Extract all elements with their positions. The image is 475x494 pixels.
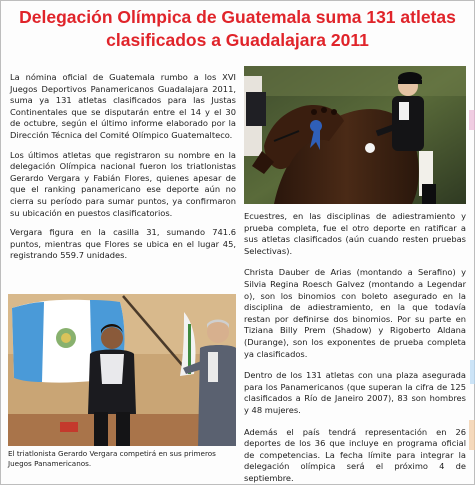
left-column bbox=[10, 72, 236, 270]
dressage-photo bbox=[244, 66, 466, 204]
flag-ceremony-photo bbox=[8, 294, 236, 446]
right-column bbox=[244, 211, 466, 494]
paragraph: Christa Dauber de Arias (montando a Serafino) y Silvia Regina Roesch Galvez (montando a Legendar o), son los binomios con boleto asegurado en la disciplina de adiestramiento, en la que todavía restan por definirse dos binomios. Por su parte en Tiziana Billy Prem (Shadow) y Rigoberto Aldana (Durange), son los exponentes de prueba completa ya clasificados. bbox=[244, 267, 466, 359]
headline: Delegación Olímpica de Guatemala suma 131 atletas clasificados a Guadalajara 2011 bbox=[19, 7, 456, 50]
paragraph: Vergara figura en la casilla 31, sumando 741.6 puntos, mientras que Flores se ubica en el lugar 45, registrando 559.7 unidades. bbox=[10, 227, 236, 261]
paragraph: Además el país tendrá representación en 26 deportes de los 36 que incluye en programa oficial de competencias. La fecha límite para integrar la delegación olímpica será el próximo 4 de septiembre. bbox=[244, 426, 466, 483]
paragraph: Los últimos atletas que registraron su nombre en la delegación Olímpica nacional fueron los triatlonistas Gerardo Vergara y Fabián Flores, quienes apesar de que el ranking panamericano ese deporte aún no cierra su período para sumar puntos, ya confirmaron su ubicación en puestos clasificatorios. bbox=[10, 149, 236, 218]
paragraph: La nómina oficial de Guatemala rumbo a los XVI Juegos Deportivos Panamericanos Guadalajara 2011, suma ya 131 atletas clasificados para las Justas Continentales que se disputarán entre el 14 y el 30 de octubre, según el último informe elaborado por la Dirección Técnica del Comité Olímpico Guatemalteco. bbox=[10, 72, 236, 140]
paragraph: Dentro de los 131 atletas con una plaza asegurada para los Panamericanos (que superan la cifra de 125 clasificados a Río de Janeiro 2007), 83 son hombres y 48 mujeres. bbox=[244, 370, 466, 415]
decorative-edge bbox=[465, 0, 475, 485]
paragraph: Ecuestres, en las disciplinas de adiestramiento y prueba completa, fue el otro deporte en ratificar a sus atletas clasificados (aún cuando resten pruebas Selectivas). bbox=[244, 211, 466, 256]
photo-caption: El triatlonista Gerardo Vergara competirá en sus primeros Juegos Panamericanos. bbox=[8, 449, 216, 468]
